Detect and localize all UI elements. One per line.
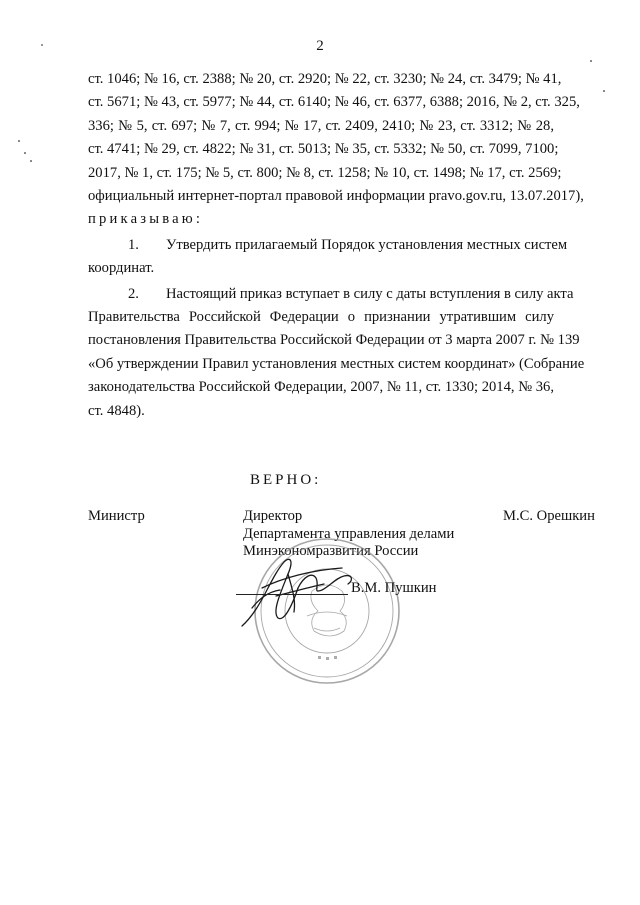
item-line: законодательства Российской Федерации, 2007, № 11, ст. 1330; 2014, № 36,	[88, 379, 555, 396]
body-line: официальный интернет-портал правовой информации pravo.gov.ru, 13.07.2017),	[88, 188, 584, 205]
item-1	[88, 234, 568, 281]
director-line: Директор	[243, 508, 303, 524]
signature-line	[236, 594, 348, 595]
item-line: Правительства Российской Федерации о признании утратившим силу	[88, 309, 554, 326]
scan-speck	[590, 60, 592, 62]
item-first-line: Утвердить прилагаемый Порядок установления местных систем	[166, 236, 568, 253]
body-line: ст. 1046; № 16, ст. 2388; № 20, ст. 2920; № 22, ст. 3230; № 24, ст. 3479; № 41,	[88, 71, 562, 87]
minister-name: М.С. Орешкин	[503, 508, 595, 524]
document-body	[88, 68, 585, 423]
item-number: 2.	[128, 285, 139, 302]
scan-speck	[30, 160, 32, 162]
page-number: 2	[316, 38, 324, 54]
item-line: «Об утверждении Правил установления местных систем координат» (Собрание	[88, 355, 585, 372]
scan-speck	[41, 44, 43, 46]
scan-speck	[18, 140, 20, 142]
item-number: 1.	[128, 236, 139, 253]
minister-title: Министр	[88, 508, 145, 524]
director-line: Департамента управления делами	[243, 525, 455, 542]
director-line: Минэкономразвития России	[243, 543, 419, 559]
item-line: постановления Правительства Российской Федерации от 3 марта 2007 г. № 139	[88, 332, 580, 349]
director-name: В.М. Пушкин	[351, 580, 437, 596]
body-line: ст. 4741; № 29, ст. 4822; № 31, ст. 5013; № 35, ст. 5332; № 50, ст. 7099, 7100;	[88, 141, 559, 158]
body-line: ст. 5671; № 43, ст. 5977; № 44, ст. 6140; № 46, ст. 6377, 6388; 2016, № 2, ст. 325,	[88, 94, 580, 111]
body-line: 336; № 5, ст. 697; № 7, ст. 994; № 17, ст. 2409, 2410; № 23, ст. 3312; № 28,	[88, 117, 554, 134]
item-first-line: Настоящий приказ вступает в силу с даты вступления в силу акта	[166, 285, 574, 302]
item-2	[88, 283, 585, 423]
body-line: 2017, № 1, ст. 175; № 5, ст. 800; № 8, ст. 1258; № 10, ст. 1498; № 17, ст. 2569;	[88, 164, 562, 181]
scan-speck	[603, 90, 605, 92]
item-line: координат.	[88, 260, 155, 277]
scan-speck	[24, 152, 26, 154]
verno-certification: ВЕРНО:	[250, 472, 322, 488]
item-line: ст. 4848).	[88, 402, 145, 419]
order-word: приказываю:	[88, 211, 204, 228]
